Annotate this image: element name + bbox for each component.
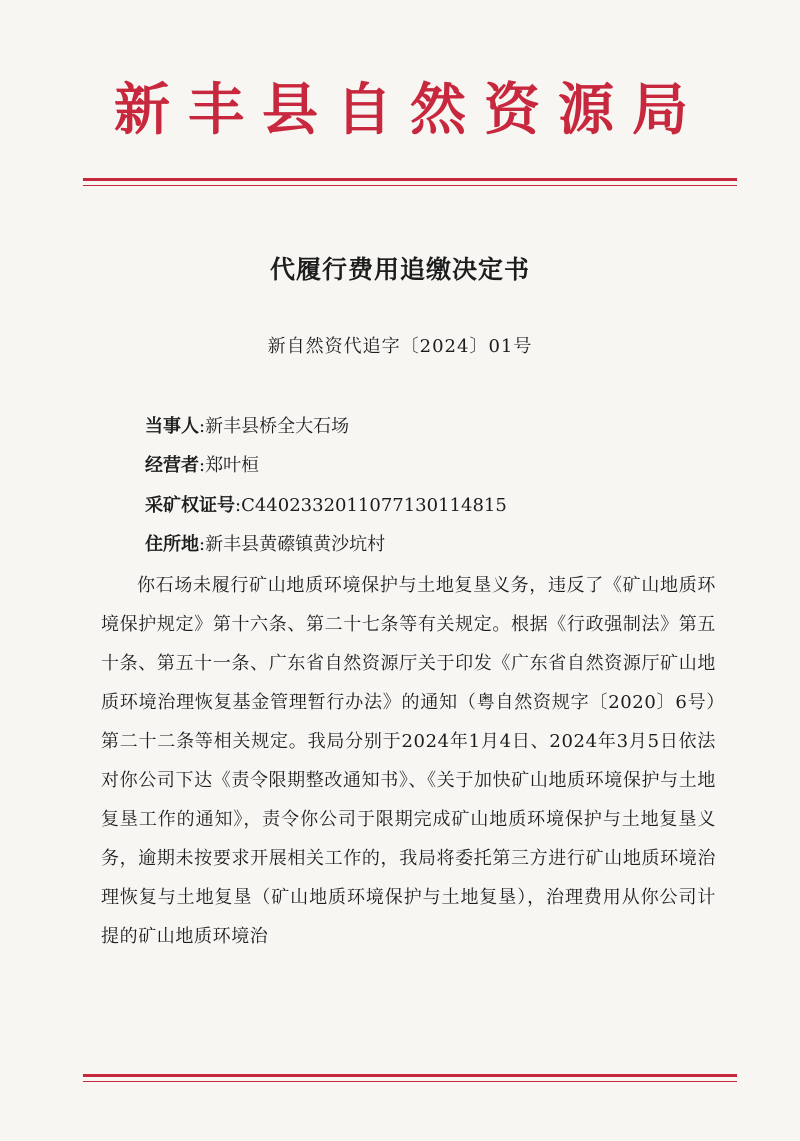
header-rule-thin [83, 185, 737, 186]
party-label: 采矿权证号 [145, 495, 235, 516]
party-label: 住所地 [145, 534, 199, 555]
party-label: 经营者 [145, 455, 199, 476]
footer-rule-thick [83, 1074, 737, 1077]
document-title: 代履行费用追缴决定书 [269, 255, 530, 284]
party-row-name: 当事人:新丰县桥全大石场 [145, 416, 350, 437]
party-label: 当事人 [145, 416, 199, 437]
org-masthead: 新丰县自然资源局 [114, 77, 706, 143]
party-row-address: 住所地:新丰县黄礤镇黄沙坑村 [145, 534, 386, 555]
party-row-license: 采矿权证号:C4402332011077130114815 [145, 495, 507, 516]
header-rule-thick [83, 178, 737, 181]
document-number: 新自然资代追字〔2024〕01号 [267, 336, 533, 357]
party-value: 郑叶桓 [205, 455, 260, 476]
footer-rule-thin [83, 1081, 737, 1082]
party-value: C4402332011077130114815 [241, 495, 507, 516]
party-value: 新丰县桥全大石场 [205, 416, 350, 437]
body-paragraph: 你石场未履行矿山地质环境保护与土地复垦义务，违反了《矿山地质环境保护规定》第十六条、第二十七条等有关规定。根据《行政强制法》第五十条、第五十一条、广东省自然资源厅关于印发《广东省自然资源厅矿山地质环境治理恢复基金管理暂行办法》的通知（粤自然资规字〔2020〕6号）第二十二条等相关规定。我局分别于2024年1月4日、2024年3月5日依法对你公司下达《责令限期整改通知书》、《关于加快矿山地质环境保护与土地复垦工作的通知》，责令你公司于限期完成矿山地质环境保护与土地复垦义务，逾期未按要求开展相关工作的，我局将委托第三方进行矿山地质环境治理恢复与土地复垦（矿山地质环境保护与土地复垦），治理费用从你公司计提的矿山地质环境治 [101, 575, 716, 947]
party-row-operator: 经营者:郑叶桓 [145, 455, 260, 476]
party-value: 新丰县黄礤镇黄沙坑村 [205, 534, 386, 555]
